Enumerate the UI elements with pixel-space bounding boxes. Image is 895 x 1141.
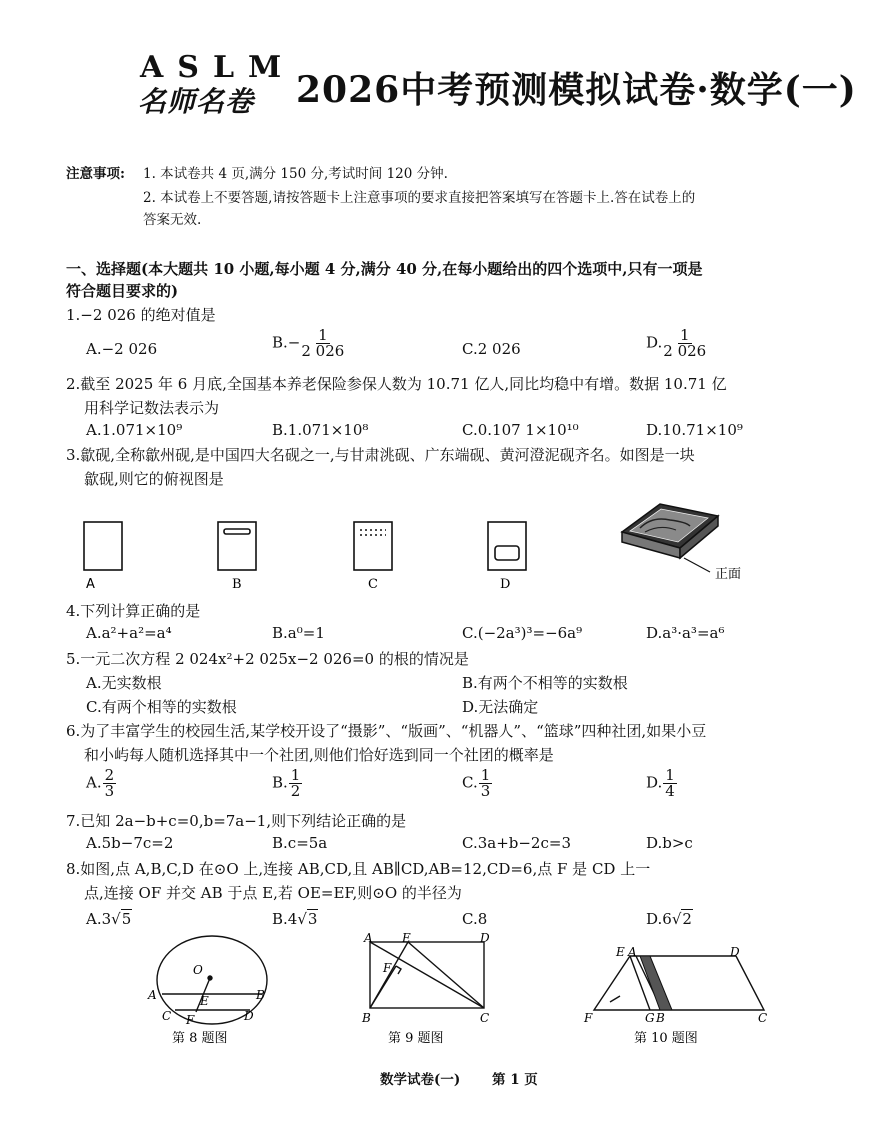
fig8-label-f: F [186, 1013, 195, 1027]
brand-letters: ASLM [140, 50, 296, 85]
q4-stem: 4.下列计算正确的是 [66, 602, 201, 620]
q7-option-c: C.3a+b−2c=3 [462, 834, 571, 852]
q3-view-d [488, 522, 526, 570]
fig10-label-g: G [645, 1011, 655, 1025]
q4-option-a: A.a²+a²=a⁴ [86, 624, 172, 642]
notice-item-2: 2. 本试卷上不要答题,请按答题卡上注意事项的要求直接把答案填写在答题卡上.答在试卷上的 [143, 190, 696, 206]
fig10-label-e: E [616, 945, 625, 959]
fig9-label-c: C [480, 1011, 490, 1025]
notice-label: 注意事项: [66, 166, 125, 182]
q4-option-c: C.(−2a³)³=−6a⁹ [462, 624, 583, 642]
q2-option-b: B.1.071×10⁸ [272, 421, 369, 439]
section-heading: 一、选择题(本大题共 10 小题,每小题 4 分,满分 40 分,在每小题给出的四个选项中,只有一项是 [66, 260, 703, 278]
fig8-label-c: C [162, 1009, 172, 1023]
fig8-label-b: B [256, 988, 265, 1002]
q3-stem-cont: 歙砚,则它的俯视图是 [84, 470, 224, 488]
q5-option-a: A.无实数根 [86, 674, 162, 692]
q8-stem-cont: 点,连接 OF 并交 AB 于点 E,若 OE=EF,则⊙O 的半径为 [84, 884, 462, 902]
figures-row [140, 930, 800, 1050]
q7-option-a: A.5b−7c=2 [86, 834, 174, 852]
q8-option-b: B.4√3 [272, 910, 318, 928]
fig9-label-e: E [402, 931, 411, 945]
notice-item-2-cont: 答案无效. [143, 212, 202, 228]
q5-option-d: D.无法确定 [462, 698, 539, 716]
fig9-diagram [370, 942, 484, 1008]
fig8-label-d: D [244, 1009, 254, 1023]
fig10-label-d: D [730, 945, 740, 959]
q6-option-b: B. $\frac{1}{2}$ [272, 766, 301, 800]
q3-figures [60, 500, 880, 600]
q8-option-d: D.6√2 [646, 910, 692, 928]
fig9-label-a: A [364, 931, 373, 945]
q3-label-b: B [232, 577, 242, 592]
q3-front-label: 正面 [715, 567, 742, 582]
q4-option-b: B.a⁰=1 [272, 624, 325, 642]
q3-stem: 3.歙砚,全称歙州砚,是中国四大名砚之一,与甘肃洮砚、广东端砚、黄河澄泥砚齐名。如图是一块 [66, 446, 695, 464]
q3-view-a [84, 522, 122, 570]
q2-option-a: A.1.071×10⁹ [86, 421, 183, 439]
q6-stem-cont: 和小屿每人随机选择其中一个社团,则他们恰好选到同一个社团的概率是 [84, 746, 554, 764]
section-heading-cont: 符合题目要求的) [66, 282, 179, 300]
q8-stem: 8.如图,点 A,B,C,D 在⊙O 上,连接 AB,CD,且 AB∥CD,AB=12,CD=6,点 F 是 CD 上一 [66, 860, 651, 878]
q6-option-d: D. $\frac{1}{4}$ [646, 766, 675, 800]
q7-option-b: B.c=5a [272, 834, 328, 852]
fig8-label-o: O [193, 963, 203, 977]
q6-stem: 6.为了丰富学生的校园生活,某学校开设了“摄影”、“版画”、“机器人”、“篮球”四种社团,如果小豆 [66, 722, 707, 740]
q4-option-d: D.a³·a³=a⁶ [646, 624, 725, 642]
q1-option-b: B.− $\frac{1}{2 026}$ [272, 326, 345, 360]
q3-view-c [354, 522, 392, 570]
q1-option-a: A.−2 026 [86, 340, 158, 358]
notice-item-1: 1. 本试卷共 4 页,满分 150 分,考试时间 120 分钟. [143, 166, 448, 182]
q7-option-d: D.b>c [646, 834, 693, 852]
fig10-diagram [594, 956, 764, 1010]
q5-stem: 5.一元二次方程 2 024x²+2 025x−2 026=0 的根的情况是 [66, 650, 469, 668]
q2-option-d: D.10.71×10⁹ [646, 421, 743, 439]
footer-page: 第 1 页 [492, 1072, 538, 1088]
fig8-label-a: A [148, 988, 157, 1002]
q2-option-c: C.0.107 1×10¹⁰ [462, 421, 579, 439]
fig9-caption: 第 9 题图 [388, 1031, 444, 1046]
q8-option-a: A.3√5 [86, 910, 132, 928]
fig8-label-e: E [200, 994, 209, 1008]
q3-label-a: A [86, 577, 95, 592]
fig9-label-d: D [480, 931, 490, 945]
q6-option-c: C. $\frac{1}{3}$ [462, 766, 491, 800]
fig10-label-b: B [656, 1011, 665, 1025]
fig10-label-c: C [758, 1011, 768, 1025]
q3-view-b [218, 522, 256, 570]
q2-stem: 2.截至 2025 年 6 月底,全国基本养老保险参保人数为 10.71 亿人,同比均稳中有增。数据 10.71 亿 [66, 375, 727, 393]
page-title: 2026中考预测模拟试卷·数学(一) [296, 69, 857, 111]
q6-option-a: A. $\frac{2}{3}$ [86, 766, 115, 800]
fig9-label-f: F [383, 961, 392, 975]
q7-stem: 7.已知 2a−b+c=0,b=7a−1,则下列结论正确的是 [66, 812, 407, 830]
fig8-caption: 第 8 题图 [172, 1031, 228, 1046]
q5-option-c: C.有两个相等的实数根 [86, 698, 237, 716]
fig9-label-b: B [362, 1011, 371, 1025]
footer-title: 数学试卷(一) [380, 1072, 461, 1088]
q3-label-d: D [500, 577, 511, 592]
brand-name: 名师名卷 [138, 85, 255, 118]
q1-option-c: C.2 026 [462, 340, 521, 358]
q5-option-b: B.有两个不相等的实数根 [462, 674, 628, 692]
fig10-label-a: A [628, 945, 637, 959]
q1-stem: 1.−2 026 的绝对值是 [66, 306, 216, 324]
q3-label-c: C [368, 577, 378, 592]
q2-stem-cont: 用科学记数法表示为 [84, 399, 220, 417]
q1-option-d: D. $\frac{1}{2 026}$ [646, 326, 707, 360]
fig10-shaded-region [640, 956, 672, 1010]
fig10-caption: 第 10 题图 [634, 1031, 698, 1046]
q8-option-c: C.8 [462, 910, 488, 928]
inkstone-illustration [622, 504, 718, 572]
fig10-label-f: F [584, 1011, 593, 1025]
